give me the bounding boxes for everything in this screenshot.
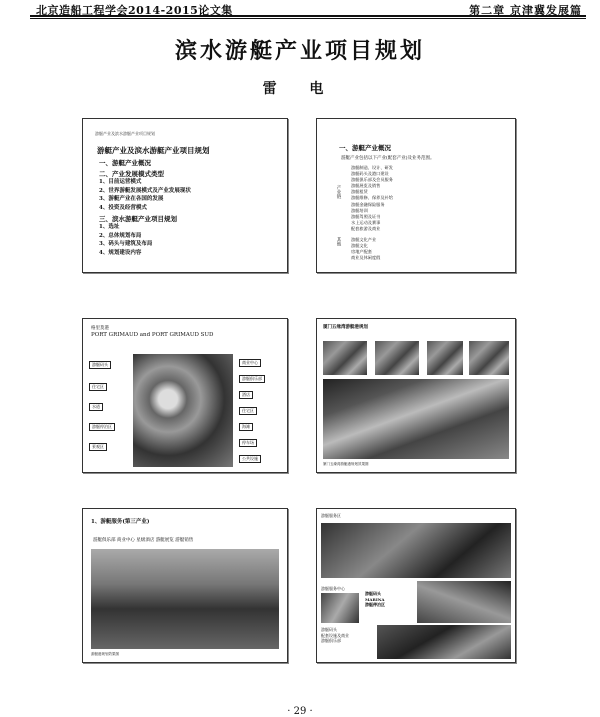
list-item: 游艇维修、保养及补给	[351, 195, 393, 201]
image-caption: 游艇港规划效果图	[91, 652, 119, 656]
list-item: 游艇金融保险服务	[351, 201, 385, 207]
industry-list-other	[351, 237, 380, 261]
side-label: 其他	[336, 237, 341, 246]
city-marina-image	[91, 549, 279, 649]
map-label: 游艇码头	[89, 361, 111, 369]
aerial-map-image	[133, 354, 233, 467]
list-item: 三、滨水游艇产业项目规划	[99, 214, 177, 223]
list-item: 商业及休闲度假	[351, 255, 381, 261]
list-item: 游艇码头及港口建设	[351, 171, 389, 177]
list-item: MARINA	[365, 596, 385, 602]
map-label: 游艇俱乐部	[239, 375, 265, 383]
list-item: 4、规划建设内容	[99, 249, 142, 256]
list-item: 配套设施及商业	[321, 632, 349, 638]
outline-list	[99, 157, 191, 258]
list-item: 2、世界游艇发展模式及产业发展现状	[99, 187, 191, 194]
slide-title: 游艇产业及滨水游艇产业项目规划	[97, 146, 210, 155]
slide-title-en: PORT GRIMAUD and PORT GRIMAUD SUD	[91, 332, 214, 338]
slide-title: 1、游艇服务(第三产业)	[91, 519, 150, 525]
slide-header-text: 游艇产业及滨水游艇产业项目规划	[95, 131, 155, 136]
slide-subtitle: 游艇产业包括以下产业(配套产业)及业务范围。	[341, 156, 435, 161]
list-item: 游艇文化	[351, 243, 368, 249]
photo-thumbnail	[427, 341, 463, 375]
slide-yacht-services	[82, 508, 288, 663]
page-number: · 29 ·	[287, 706, 313, 717]
photo-thumbnail	[375, 341, 419, 375]
slide-title: 游艇服务区	[321, 513, 341, 518]
map-label: 停车场	[239, 439, 257, 447]
list-item: 游艇码头	[365, 591, 381, 596]
list-item: 房地产配套	[351, 249, 372, 255]
slide-port-grimaud	[82, 318, 288, 473]
map-label: 景观区	[89, 443, 107, 451]
rendering-image	[417, 581, 511, 623]
slide-xiamen-marina	[316, 318, 516, 473]
map-label: 商业中心	[239, 359, 261, 367]
aerial-photo	[377, 625, 511, 659]
header-rule-thin	[30, 18, 586, 19]
map-label: 海滩	[239, 423, 253, 431]
list-item: 游艇制造、设计、研发	[351, 165, 393, 170]
photo-thumbnail	[323, 341, 367, 375]
article-author: 雷 电	[262, 81, 338, 97]
photo-thumbnail	[469, 341, 509, 375]
list-item: 1、选址	[99, 224, 120, 231]
slide-outline	[82, 118, 288, 273]
list-item: 游艇培训	[351, 207, 368, 213]
side-label: 产业链	[336, 185, 341, 199]
list-item: 1、目前运营模式	[99, 179, 142, 186]
aerial-photo	[321, 523, 511, 578]
slide-title	[91, 326, 213, 338]
map-label: 酒店	[239, 391, 253, 399]
slide-title: 厦门五缘湾游艇港规划	[323, 325, 368, 330]
list-item: 二、产业发展模式类型	[99, 169, 164, 178]
running-header-right: 第二章 京津冀发展篇	[469, 4, 582, 17]
running-header-left: 北京造船工程学会2014-2015论文集	[36, 4, 233, 17]
industry-list	[351, 165, 393, 232]
section-label: 游艇服务中心	[321, 586, 345, 591]
list-item: 游艇俱乐部	[321, 638, 341, 643]
aerial-rendering-image	[323, 379, 509, 459]
slide-title-cn: 格里莫港	[91, 326, 109, 331]
list-item: 水上运动及赛事	[351, 219, 381, 225]
list-item: 游艇文化产业	[351, 237, 377, 242]
slide-industry-overview	[316, 118, 516, 273]
list-item: 配套旅游及商业	[351, 225, 381, 231]
header-rule	[30, 15, 586, 17]
slide-service-area	[316, 508, 516, 663]
list-item: 游艇展览及销售	[351, 183, 381, 189]
map-label: 水道	[89, 403, 103, 411]
list-item: 游艇驾照及证书	[351, 213, 381, 219]
list-item: 游艇停泊区	[365, 602, 385, 607]
list-item: 3、码头与建筑及布局	[99, 241, 153, 248]
article-title: 滨水游艇产业项目规划	[174, 38, 425, 64]
list-item: 2、总体规划布局	[99, 232, 142, 239]
slide-subtitle: 游艇俱乐部 商业中心 星级酒店 游艇展览 游艇销售	[93, 538, 194, 543]
slide-title: 一、游艇产业概况	[339, 144, 391, 152]
list-item: 4、投资及经营模式	[99, 204, 147, 211]
service-text	[365, 591, 385, 608]
list-item: 游艇码头	[321, 627, 337, 632]
photo-thumbnail	[321, 593, 359, 623]
map-label: 住宅区	[239, 407, 257, 415]
list-item: 一、游艇产业概况	[99, 159, 151, 167]
list-item: 游艇俱乐部及会员服务	[351, 177, 393, 183]
service-text	[321, 627, 349, 644]
list-item: 游艇租赁	[351, 189, 368, 195]
map-label: 住宅区	[89, 383, 107, 391]
image-caption: 厦门五缘湾游艇港规划效果图	[323, 462, 369, 466]
list-item: 3、游艇产业在各国的发展	[99, 196, 164, 203]
map-label: 游艇停泊区	[89, 423, 115, 431]
map-label: 公共设施	[239, 455, 261, 463]
